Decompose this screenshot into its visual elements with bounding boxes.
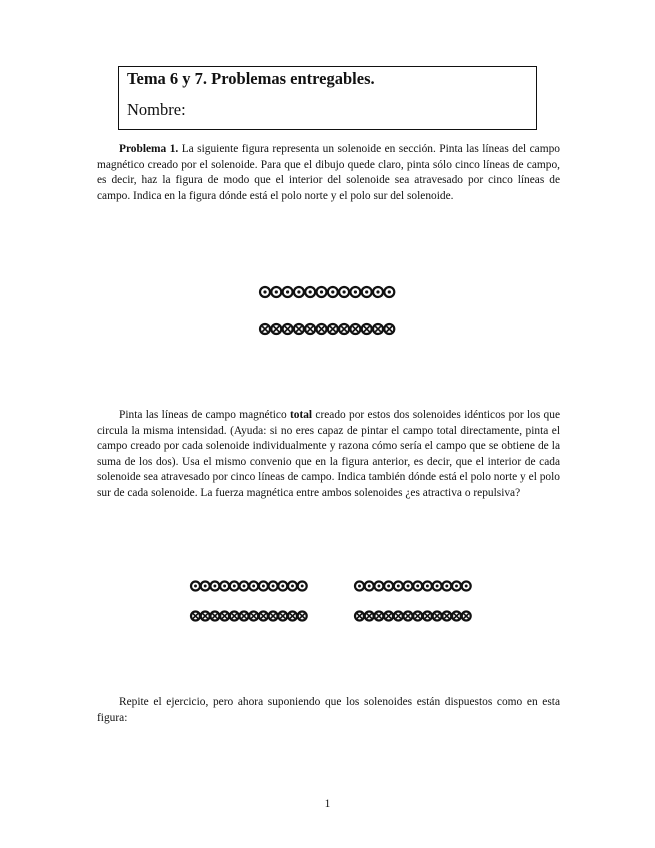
solenoid-1-dot — [320, 290, 323, 293]
solenoid-1-dot — [354, 290, 357, 293]
solenoid-2b-dot — [436, 585, 439, 588]
solenoid-2a-dot — [291, 585, 294, 588]
solenoid-1-dot — [286, 290, 289, 293]
solenoid-1-dot — [343, 290, 346, 293]
solenoid-1-dot — [331, 290, 334, 293]
solenoid-1-dot — [275, 290, 278, 293]
name-label: Nombre: — [127, 100, 186, 119]
solenoid-2b-dot — [407, 585, 410, 588]
solenoid-group — [191, 287, 471, 621]
solenoid-1-dot — [365, 290, 368, 293]
solenoid-2a-dot — [301, 585, 304, 588]
solenoid-2b-dot — [465, 585, 468, 588]
solenoid-2a-dot — [243, 585, 246, 588]
part-3-text: Repite el ejercicio, pero ahora suponiendo que los solenoides están dispuestos como en esta figura: — [97, 696, 560, 724]
problem-1-label: Problema 1. — [119, 143, 179, 155]
solenoid-2a-dot — [262, 585, 265, 588]
solenoid-2a-dot — [281, 585, 284, 588]
part-2-text-before: Pinta las líneas de campo magnético — [119, 409, 290, 421]
solenoid-2a-dot — [204, 585, 207, 588]
solenoid-2a-dot — [233, 585, 236, 588]
solenoid-1-dot — [263, 290, 266, 293]
page-title: Tema 6 y 7. Problemas entregables. — [127, 69, 375, 88]
problem-1-text: La siguiente figura representa un solenoide en sección. Pinta las líneas del campo magnético creado por el solenoide. Para que el dibujo quede claro, pinta sólo cinco líneas de campo, es decir, haz la figura de modo que el interior del solenoide sea atravesado por cinco líneas de campo. Indica en la figura dónde está el polo norte y el polo sur del solenoide. — [97, 143, 560, 202]
solenoid-2a-dot — [252, 585, 255, 588]
solenoid-2b-dot — [416, 585, 419, 588]
solenoid-2a-dot — [223, 585, 226, 588]
solenoid-1-dot — [297, 290, 300, 293]
solenoid-2b-dot — [397, 585, 400, 588]
solenoid-2b-dot — [368, 585, 371, 588]
solenoid-2b-dot — [455, 585, 458, 588]
solenoid-2b-dot — [387, 585, 390, 588]
solenoid-2b-dot — [445, 585, 448, 588]
solenoid-2b-dot — [358, 585, 361, 588]
solenoid-1-dot — [388, 290, 391, 293]
solenoid-2b-dot — [426, 585, 429, 588]
page-number: 1 — [324, 798, 331, 810]
part-2-bold-word: total — [289, 409, 313, 421]
solenoid-2a-dot — [194, 585, 197, 588]
solenoid-1-dot — [376, 290, 379, 293]
solenoid-2b-dot — [377, 585, 380, 588]
solenoid-2a-dot — [272, 585, 275, 588]
part-2-text-after: creado por estos dos solenoides idénticos por los que circula la misma intensidad. (Ayuda: si no eres capaz de pintar el campo total directamente, pinta el campo creado por cada solenoide individualmente y razona cómo sería el campo que se obtiene de la suma de los dos). Usa el mismo convenio que en la figura anterior, es decir, que el interior de cada solenoide sea atravesado por cinco líneas de campo. Indica también dónde está el polo norte y el polo sur de cada solenoide. La fuerza magnética entre ambos solenoides ¿es atractiva o repulsiva? — [97, 409, 561, 499]
solenoid-1-dot — [309, 290, 312, 293]
solenoid-2a-dot — [213, 585, 216, 588]
